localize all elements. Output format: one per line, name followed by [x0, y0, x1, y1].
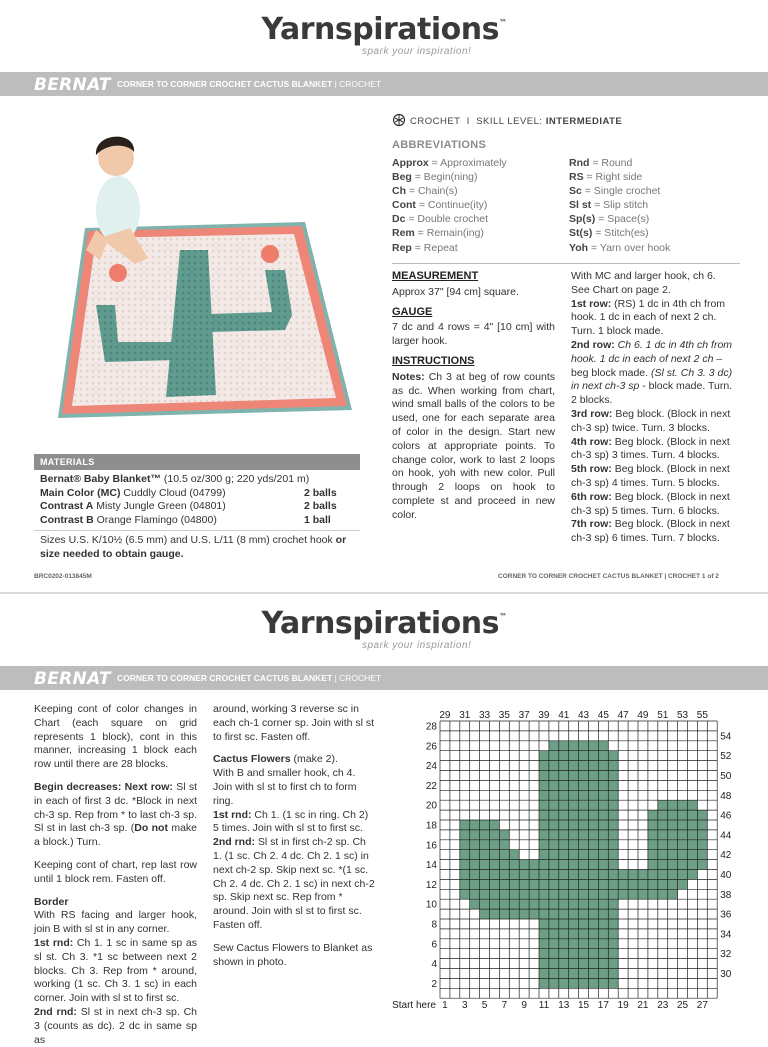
row-5	[571, 463, 735, 491]
chart-left-label: 24	[425, 761, 437, 773]
chart-left-label: 8	[431, 919, 437, 931]
instructions-section	[392, 355, 555, 523]
abbreviation-item	[392, 226, 507, 240]
material-desc	[40, 500, 226, 514]
step-label: Begin decreases: Next row:	[34, 780, 173, 793]
logo-tm: ™	[498, 18, 507, 27]
flowers-sub: (make 2).	[290, 753, 338, 766]
chart-top-label: 53	[676, 710, 689, 721]
yarn-name: Bernat® Baby Blanket™	[40, 473, 161, 485]
row-text: - block made. Turn. 2 blocks.	[571, 380, 733, 407]
row-label: 2nd row:	[571, 338, 615, 351]
row-7	[571, 518, 735, 546]
round-label: 1st rnd:	[34, 936, 74, 949]
chart-right-label: 38	[720, 889, 732, 901]
round-1	[34, 937, 197, 1006]
row-4	[571, 436, 735, 464]
chart-right-label: 46	[720, 810, 732, 822]
abbreviation-item	[392, 170, 507, 184]
paragraph: Keeping cont of color changes in Chart (each square on grid represents 1 block), cont in this manner, increasing 1 block each row until there are 28 blocks.	[34, 703, 197, 771]
abbr-value: = Approximately	[428, 157, 507, 169]
chart-bottom-label: 9	[521, 1000, 527, 1012]
material-qty: 2 balls	[304, 500, 337, 512]
row-label: 4th row:	[571, 435, 612, 448]
gauge-text: 7 dc and 4 rows = 4" [10 cm] with larger hook.	[392, 321, 555, 348]
abbr-key: Approx	[392, 157, 429, 169]
chart-left-label: 26	[425, 741, 437, 753]
chart-right-label: 44	[720, 830, 732, 842]
baby-figure	[86, 137, 148, 264]
skill-value: INTERMEDIATE	[545, 116, 623, 127]
page-footer-title: CORNER TO CORNER CROCHET CACTUS BLANKET | CROCHET 1 of 2	[498, 573, 719, 580]
chart-top-label: 39	[538, 710, 550, 721]
chart-bottom-label: 7	[501, 1000, 508, 1012]
chart-top-label: 47	[617, 710, 629, 721]
chart-bottom-label: 19	[617, 1000, 629, 1012]
abbreviation-item	[392, 156, 507, 170]
gauge-heading: GAUGE	[392, 305, 433, 318]
row-6	[571, 491, 735, 519]
abbr-key: Sc	[569, 185, 582, 198]
chart-green-block	[470, 899, 619, 909]
material-qty: 2 balls	[304, 486, 337, 499]
brand-header	[0, 594, 768, 666]
abbr-value: = Right side	[583, 171, 643, 184]
abbr-value: = Round	[589, 157, 633, 169]
brand-header	[0, 0, 768, 72]
bernat-logo: BERNAT	[34, 75, 111, 95]
chart-green-block	[460, 840, 510, 850]
border-text: With RS facing and larger hook, join B with sl st in any corner.	[34, 909, 197, 936]
notes-label: Notes:	[392, 370, 425, 383]
logo-tm: ™	[498, 612, 507, 621]
chart-left-label: 18	[425, 820, 437, 832]
chart-left-label: 6	[431, 939, 437, 951]
chart-bottom-label: 21	[637, 1000, 649, 1012]
abbreviations-left	[392, 156, 507, 255]
start-here-label: Start here	[392, 1000, 436, 1012]
logo-text: Yarnspirations	[261, 12, 499, 47]
rows-intro: With MC and larger hook, ch 6. See Chart on page 2.	[571, 270, 716, 296]
hook-gauge-note: or size needed to obtain gauge.	[40, 534, 347, 560]
pattern-title	[117, 79, 381, 89]
row-instructions-column	[571, 270, 735, 546]
chart-right-label: 40	[720, 869, 732, 881]
round-label: 2nd rnd:	[34, 1005, 77, 1018]
instructions-column-1	[34, 703, 197, 1047]
chart-right-label: 48	[720, 790, 732, 802]
abbr-key: Yoh	[569, 241, 589, 254]
row-label: 7th row:	[571, 518, 612, 531]
chart-top-label: 37	[518, 710, 530, 721]
abbr-key: Rem	[392, 227, 415, 240]
chart-top-label: 31	[459, 710, 471, 721]
abbreviation-item	[569, 212, 670, 226]
pattern-info-column	[392, 270, 555, 529]
hook-text: Sizes U.S. K/10½ (6.5 mm) and U.S. L/11 (8 mm) crochet hook	[40, 534, 333, 546]
chart-left-label: 20	[425, 800, 437, 812]
row-text: (Sl st. Ch 3. 3 dc) in next ch-3 sp	[571, 366, 733, 393]
chart-right-label: 50	[720, 770, 732, 782]
abbr-value: = Single crochet	[581, 185, 661, 198]
abbr-key: Sl st	[569, 199, 592, 212]
abbr-value: = Repeat	[411, 241, 458, 254]
blanket-photo	[30, 110, 360, 450]
yarnspirations-logo[interactable]	[0, 606, 768, 641]
chart-right-label: 30	[720, 968, 732, 980]
round-text: Ch 1. (1 sc in ring. Ch 2) 5 times. Join with sl st to first sc.	[213, 808, 369, 835]
material-label: Contrast A	[40, 500, 94, 512]
chart-bottom-label: 13	[558, 1000, 570, 1012]
abbr-value: = Remain(ing)	[414, 227, 484, 240]
chart-left-label: 28	[425, 721, 437, 733]
abbr-value: = Continue(ity)	[415, 199, 488, 212]
flowers-text: With B and smaller hook, ch 4. Join with sl st to first ch to form ring.	[213, 767, 357, 807]
materials-box	[34, 454, 360, 564]
cactus-chart	[378, 702, 738, 1024]
chart-right-label: 54	[720, 731, 732, 743]
chart-left-label: 10	[425, 899, 437, 911]
flowers-heading: Cactus Flowers	[213, 753, 291, 766]
border-section	[34, 896, 197, 1047]
step-text: Sl st in each of first 3 dc. *Block in next ch-3 sp. Rep from * to last ch-3 sp. Sl st in last ch-3 sp. (	[34, 780, 198, 835]
round-2	[213, 836, 376, 933]
chart-top-label: 45	[597, 710, 609, 721]
abbr-value: = Yarn over hook	[588, 241, 671, 254]
skill-label: SKILL LEVEL:	[476, 116, 543, 127]
yarn-spec: (10.5 oz/300 g; 220 yds/201 m)	[160, 473, 310, 485]
abbr-key: RS	[569, 171, 584, 184]
flowers-section	[213, 753, 376, 932]
abbr-value: = Double crochet	[405, 213, 489, 226]
abbr-value: = Stitch(es)	[592, 227, 649, 240]
materials-heading: MATERIALS	[34, 454, 360, 470]
material-color: Misty Jungle Green (04801)	[93, 500, 226, 512]
chart-top-label: 43	[577, 710, 590, 721]
materials-list	[34, 470, 360, 531]
abbreviation-item	[392, 241, 507, 255]
row-text: Ch 6. 1 dc in 4th ch from hook. 1 dc in each of next 2 ch –	[571, 338, 733, 365]
abbr-value: = Begin(ning)	[411, 171, 478, 184]
craft-type: CROCHET	[410, 116, 461, 127]
logo-text: Yarnspirations	[261, 606, 499, 641]
skill-level	[392, 113, 622, 127]
row-2	[571, 339, 735, 408]
yarn-ball-icon	[392, 113, 406, 127]
abbr-value: = Chain(s)	[406, 185, 458, 198]
paragraph	[34, 781, 197, 850]
abbr-key: Dc	[392, 213, 406, 226]
round-label: 2nd rnd:	[213, 836, 255, 849]
abbreviation-item	[392, 198, 507, 212]
round-label: 1st rnd:	[213, 808, 252, 821]
skill-separator: I	[466, 116, 470, 127]
chart-top-label: 35	[498, 710, 510, 721]
tagline: spark your inspiration!	[362, 46, 472, 57]
chart-bottom-label: 17	[597, 1000, 609, 1012]
abbr-key: Ch	[392, 185, 406, 198]
border-heading: Border	[34, 895, 69, 908]
material-label: Contrast B	[40, 513, 94, 526]
material-label: Main Color (MC)	[40, 486, 121, 499]
chart-bottom-label: 1	[442, 1000, 448, 1012]
abbr-key: Beg	[392, 171, 412, 184]
abbreviation-item	[569, 156, 670, 170]
abbr-value: = Space(s)	[595, 213, 650, 226]
abbreviation-item	[392, 212, 507, 226]
abbr-key: Cont	[392, 199, 416, 212]
pattern-title-text: CORNER TO CORNER CROCHET CACTUS BLANKET	[117, 79, 333, 89]
abbr-key: St(s)	[569, 227, 593, 240]
chart-bottom-label: 11	[538, 1000, 550, 1012]
abbreviations-right	[569, 156, 670, 255]
chart-left-label: 12	[425, 879, 437, 891]
abbreviation-item	[569, 184, 670, 198]
title-bar	[0, 666, 768, 690]
row-label: 1st row:	[571, 297, 612, 310]
material-desc	[40, 487, 226, 501]
chart-top-label: 51	[657, 710, 669, 721]
chart-right-label: 34	[720, 929, 732, 941]
chart-bottom-label: 27	[696, 1000, 708, 1012]
pattern-category: | CROCHET	[334, 673, 382, 683]
chart-top-label: 29	[439, 710, 451, 721]
chart-bottom-label: 3	[461, 1000, 468, 1012]
chart-right-label: 32	[720, 949, 732, 961]
notes-text: Ch 3 at beg of row counts as dc. When working from chart, wind small balls of the colors to be used, one for each separate area of color in the design. Start new colors at appropriate points. To change color, work to last 2 loops on hook, yoh with new color. Pull through 2 loops on hook to complete st and proceed in new color.	[392, 370, 555, 521]
instructions-column-2	[213, 703, 376, 978]
abbr-key: Rnd	[569, 157, 590, 169]
paragraph: Sew Cactus Flowers to Blanket as shown in photo.	[213, 941, 373, 968]
step-emphasis: Do not	[134, 822, 168, 835]
abbreviations-heading: ABBREVIATIONS	[392, 139, 487, 151]
chart-bottom-label: 5	[481, 1000, 488, 1012]
chart-top-label: 55	[696, 710, 708, 721]
material-color: Orange Flamingo (04800)	[93, 513, 217, 526]
chart-bottom-label: 23	[657, 1000, 669, 1012]
paragraph: around, working 3 reverse sc in each ch-1 corner sp. Join with sl st to first sc. Fasten off.	[213, 703, 375, 743]
chart-left-label: 22	[425, 780, 437, 792]
yarn-line	[40, 473, 354, 487]
round-text: Sl st in next ch-3 sp. Ch 3 (counts as dc). 2 dc in same sp as	[34, 1005, 197, 1046]
chart-top-label: 41	[558, 710, 570, 721]
chart-top-label: 49	[637, 710, 649, 721]
round-text: Sl st in first ch-2 sp. Ch 1. (1 sc. Ch 2. 4 dc. Ch 2. 1 sc) in next ch-2 sp. Skip next sc. *(1 sc. Ch 2. 4 dc. Ch 2. 1 sc) in next ch-2 sp. Skip next sc. Rep from * around. Join with sl st to first sc. Fasten off.	[213, 836, 375, 931]
chart-bottom-label: 25	[676, 1000, 689, 1012]
abbr-value: = Slip stitch	[591, 199, 649, 212]
yarnspirations-logo[interactable]	[0, 12, 768, 47]
paragraph: Keeping cont of chart, rep last row until 1 block rem. Fasten off.	[34, 858, 197, 885]
chart-left-label: 16	[425, 840, 437, 852]
pattern-page-2	[0, 594, 768, 1046]
row-1	[571, 298, 735, 339]
material-color: Cuddly Cloud (04799)	[120, 486, 226, 499]
chart-top-label: 33	[478, 710, 491, 721]
chart-bottom-label: 15	[577, 1000, 590, 1012]
row-text: Beg block. (Block in next ch-3 sp) 4 times. Turn. 5 blocks.	[571, 463, 730, 489]
row-label: 6th row:	[571, 490, 612, 503]
chart-left-label: 2	[431, 978, 437, 990]
hook-info	[34, 531, 360, 564]
abbr-key: Rep	[392, 241, 412, 254]
tagline: spark your inspiration!	[362, 640, 472, 651]
abbreviation-item	[569, 198, 670, 212]
row-text: Beg block. (Block in next ch-3 sp) 3 times. Turn. 4 blocks.	[571, 435, 730, 462]
title-bar	[0, 72, 768, 96]
abbreviation-item	[392, 184, 507, 198]
chart-green-block	[460, 879, 688, 889]
round-text: Ch 1. 1 sc in same sp as sl st. Ch 3. *1 sc between next 2 blocks. Ch 3. Rep from * around, working (1 sc. Ch 3. 1 sc) in each corner. Join with sl st to first sc.	[34, 936, 197, 1005]
material-item	[40, 514, 354, 528]
step-text: make a block.) Turn.	[34, 822, 197, 849]
row-label: 5th row:	[571, 463, 612, 476]
material-item	[40, 487, 354, 501]
round-1	[213, 809, 376, 837]
abbreviation-item	[569, 170, 670, 184]
material-desc	[40, 514, 217, 528]
measurement-text: Approx 37" [94 cm] square.	[392, 285, 519, 298]
row-3	[571, 408, 735, 436]
material-qty: 1 ball	[304, 513, 331, 526]
row-text: Beg block. (Block in next ch-3 sp) 5 times. Turn. 6 blocks.	[571, 490, 730, 517]
row-text: (RS) 1 dc in 4th ch from hook. 1 dc in each of next 2 ch. Turn. 1 block made.	[571, 297, 726, 338]
section-divider	[392, 263, 740, 264]
material-item	[40, 500, 354, 514]
chart-right-label: 36	[720, 909, 732, 921]
measurement-section	[392, 270, 555, 300]
chart-right-label: 52	[720, 751, 732, 763]
abbreviation-item	[569, 241, 670, 255]
pattern-title	[117, 673, 381, 683]
pattern-category: | CROCHET	[334, 79, 382, 89]
gauge-section	[392, 306, 555, 349]
chart-right-label: 42	[720, 850, 732, 862]
pattern-code: BRC0202-013845M	[34, 573, 92, 580]
abbreviation-item	[569, 226, 670, 240]
round-2	[34, 1006, 197, 1047]
abbr-key: Sp(s)	[569, 213, 596, 226]
chart-green-block	[460, 830, 510, 840]
chart-left-label: 14	[425, 860, 437, 872]
row-label: 3rd row:	[571, 407, 613, 420]
row-text: beg block made.	[571, 366, 649, 379]
pattern-title-text: CORNER TO CORNER CROCHET CACTUS BLANKET	[117, 673, 333, 683]
row-text: Beg block. (Block in next ch-3 sp) 6 times. Turn. 7 blocks.	[571, 518, 730, 545]
bernat-logo: BERNAT	[34, 669, 111, 689]
row-text: Beg block. (Block in next ch-3 sp) twice. Turn. 3 blocks.	[571, 407, 731, 434]
instructions-heading: INSTRUCTIONS	[392, 354, 475, 367]
chart-left-label: 4	[431, 959, 437, 971]
measurement-heading: MEASUREMENT	[392, 270, 479, 282]
